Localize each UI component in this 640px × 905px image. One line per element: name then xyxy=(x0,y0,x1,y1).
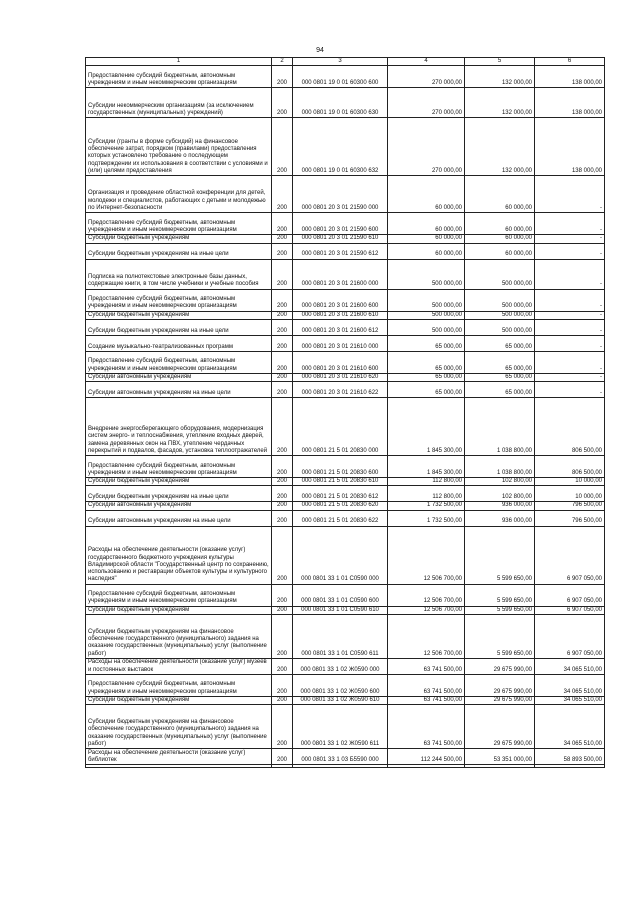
row-amount-col6: 138 000,00 xyxy=(535,66,605,88)
row-amount-col6: - xyxy=(535,289,605,311)
row-budget-classification-code: 000 0801 21 5 01 20830 610 xyxy=(293,478,388,486)
row-amount-col5: 65 000,00 xyxy=(465,335,535,351)
row-amount-col4: 65 000,00 xyxy=(388,335,465,351)
row-amount-col4: 1 732 500,00 xyxy=(388,502,465,510)
table-row xyxy=(86,765,605,768)
row-budget-classification-code: 000 0801 33 1 01 С0590 611 xyxy=(293,615,388,659)
row-amount-col6: - xyxy=(535,319,605,335)
row-amount-col4: 1 845 300,00 xyxy=(388,456,465,478)
row-amount-col5: 500 000,00 xyxy=(465,259,535,289)
row-code: 200 xyxy=(272,502,293,510)
row-code: 200 xyxy=(272,213,293,235)
row-amount-col4: 12 506 700,00 xyxy=(388,526,465,584)
table-row xyxy=(86,259,605,289)
table-row xyxy=(86,382,605,398)
row-amount-col4: 63 741 500,00 xyxy=(388,697,465,705)
row-budget-classification-code: 000 0801 19 0 01 60300 600 xyxy=(293,66,388,88)
row-amount-col4: 1 845 300,00 xyxy=(388,398,465,456)
page-number: 94 xyxy=(316,47,324,54)
row-code: 200 xyxy=(272,526,293,584)
row-amount-col5: 29 675 990,00 xyxy=(465,659,535,675)
table-row xyxy=(86,584,605,606)
row-amount-col6: 10 000,00 xyxy=(535,478,605,486)
row-code: 200 xyxy=(272,311,293,319)
row-budget-classification-code: 000 0801 21 5 01 20830 612 xyxy=(293,486,388,502)
row-budget-classification-code: 000 0801 19 0 01 60300 632 xyxy=(293,118,388,176)
row-code: 200 xyxy=(272,289,293,311)
row-budget-classification-code: 000 0801 19 0 01 60300 630 xyxy=(293,88,388,118)
table-row xyxy=(86,502,605,510)
table-row xyxy=(86,510,605,526)
row-amount-col5: 936 000,00 xyxy=(465,510,535,526)
row-amount-col6: - xyxy=(535,373,605,381)
row-description: Субсидии бюджетным учреждениям xyxy=(86,478,272,486)
row-budget-classification-code: 000 0801 21 5 01 20830 620 xyxy=(293,502,388,510)
table-row xyxy=(86,235,605,243)
column-header: 1 xyxy=(86,58,272,66)
row-amount-col5: 29 675 990,00 xyxy=(465,705,535,749)
table-row xyxy=(86,319,605,335)
column-header: 2 xyxy=(272,58,293,66)
row-amount-col5: 132 000,00 xyxy=(465,88,535,118)
row-amount-col6: - xyxy=(535,243,605,259)
row-budget-classification-code: 000 0801 20 3 01 21610 620 xyxy=(293,373,388,381)
row-amount-col6: 6 907 050,00 xyxy=(535,526,605,584)
row-amount-col5: 102 800,00 xyxy=(465,486,535,502)
table-row xyxy=(86,606,605,614)
row-amount-col5: 60 000,00 xyxy=(465,243,535,259)
row-description: Внедрение энергосберегающего оборудования, модернизация систем энерго- и теплоснабжения, утепление входных дверей, замена деревянных окон на ПВХ, утепление чердачных перекрытий и подвалов, фасадов, установка теплоотражателей xyxy=(86,398,272,456)
row-amount-col6: - xyxy=(535,235,605,243)
row-code: 200 xyxy=(272,478,293,486)
table-row xyxy=(86,526,605,584)
row-amount-col5: 53 351 000,00 xyxy=(465,749,535,765)
row-description xyxy=(86,765,272,768)
row-code: 200 xyxy=(272,66,293,88)
row-amount-col4: 63 741 500,00 xyxy=(388,705,465,749)
row-code: 200 xyxy=(272,373,293,381)
row-amount-col4: 65 000,00 xyxy=(388,373,465,381)
row-code xyxy=(272,765,293,768)
row-amount-col5: 1 038 800,00 xyxy=(465,456,535,478)
row-description: Предоставление субсидий бюджетным, автономным учреждениям и иным некоммерческим организациям xyxy=(86,675,272,697)
row-code: 200 xyxy=(272,456,293,478)
row-amount-col6 xyxy=(535,765,605,768)
table-row xyxy=(86,398,605,456)
row-amount-col6: - xyxy=(535,351,605,373)
row-code: 200 xyxy=(272,697,293,705)
row-amount-col6: 138 000,00 xyxy=(535,88,605,118)
row-description: Субсидии бюджетным учреждениям на иные цели xyxy=(86,319,272,335)
row-amount-col4: 500 000,00 xyxy=(388,311,465,319)
row-code: 200 xyxy=(272,259,293,289)
row-amount-col6: - xyxy=(535,335,605,351)
row-amount-col4: 12 506 700,00 xyxy=(388,615,465,659)
row-description: Предоставление субсидий бюджетным, автономным учреждениям и иным некоммерческим организациям xyxy=(86,213,272,235)
row-amount-col4: 1 732 500,00 xyxy=(388,510,465,526)
row-amount-col4: 112 800,00 xyxy=(388,486,465,502)
row-amount-col4: 12 506 700,00 xyxy=(388,606,465,614)
row-amount-col5: 936 000,00 xyxy=(465,502,535,510)
row-amount-col6: 34 065 510,00 xyxy=(535,697,605,705)
row-description: Субсидии автономным учреждениям на иные цели xyxy=(86,382,272,398)
row-description: Субсидии бюджетным учреждениям на финансовое обеспечение государственного (муниципального) задания на оказание государственных (муниципальных) услуг (выполнение работ) xyxy=(86,615,272,659)
row-description: Предоставление субсидий бюджетным, автономным учреждениям и иным некоммерческим организациям xyxy=(86,351,272,373)
table-row xyxy=(86,697,605,705)
row-code: 200 xyxy=(272,351,293,373)
table-row xyxy=(86,659,605,675)
row-description: Субсидии бюджетным учреждениям xyxy=(86,311,272,319)
row-amount-col6: 796 500,00 xyxy=(535,510,605,526)
row-budget-classification-code: 000 0801 33 1 02 Ж0590 000 xyxy=(293,659,388,675)
row-code: 200 xyxy=(272,382,293,398)
row-amount-col4: 63 741 500,00 xyxy=(388,659,465,675)
row-amount-col4: 65 000,00 xyxy=(388,382,465,398)
row-amount-col5: 132 000,00 xyxy=(465,66,535,88)
table-row xyxy=(86,335,605,351)
table-row xyxy=(86,176,605,213)
row-budget-classification-code: 000 0801 33 1 02 Ж0590 611 xyxy=(293,705,388,749)
row-budget-classification-code: 000 0801 20 3 01 21600 612 xyxy=(293,319,388,335)
row-amount-col5: 60 000,00 xyxy=(465,235,535,243)
table-row xyxy=(86,478,605,486)
budget-table xyxy=(85,57,605,768)
row-budget-classification-code: 000 0801 20 3 01 21590 612 xyxy=(293,243,388,259)
row-code: 200 xyxy=(272,749,293,765)
table-row xyxy=(86,486,605,502)
row-description: Подписка на полнотекстовые электронные базы данных, содержащие книги, в том числе учебники и учебные пособия xyxy=(86,259,272,289)
table-header xyxy=(86,58,605,66)
row-code: 200 xyxy=(272,319,293,335)
row-budget-classification-code: 000 0801 33 1 01 С0590 000 xyxy=(293,526,388,584)
row-code: 200 xyxy=(272,615,293,659)
row-code: 200 xyxy=(272,584,293,606)
row-amount-col6: 58 893 500,00 xyxy=(535,749,605,765)
row-amount-col5: 500 000,00 xyxy=(465,289,535,311)
row-amount-col6: 6 907 050,00 xyxy=(535,606,605,614)
row-description: Субсидии бюджетным учреждениям на иные цели xyxy=(86,243,272,259)
row-description: Предоставление субсидий бюджетным, автономным учреждениям и иным некоммерческим организациям xyxy=(86,584,272,606)
row-budget-classification-code: 000 0801 20 3 01 21610 600 xyxy=(293,351,388,373)
column-header: 6 xyxy=(535,58,605,66)
row-amount-col5: 5 599 650,00 xyxy=(465,584,535,606)
row-description: Предоставление субсидий бюджетным, автономным учреждениям и иным некоммерческим организациям xyxy=(86,456,272,478)
row-amount-col4: 60 000,00 xyxy=(388,176,465,213)
row-code: 200 xyxy=(272,88,293,118)
row-amount-col4: 60 000,00 xyxy=(388,213,465,235)
row-amount-col4: 65 000,00 xyxy=(388,351,465,373)
row-amount-col4: 112 244 500,00 xyxy=(388,749,465,765)
row-amount-col6: 138 000,00 xyxy=(535,118,605,176)
column-header: 5 xyxy=(465,58,535,66)
table-row xyxy=(86,311,605,319)
row-budget-classification-code: 000 0801 33 1 02 Ж0590 610 xyxy=(293,697,388,705)
row-code: 200 xyxy=(272,486,293,502)
row-description: Субсидии (гранты в форме субсидий) на финансовое обеспечение затрат, порядком (правилами) предоставления которых установлено требование о последующем подтверждении их использования в соответствии с условиями и (или) целями предоставления xyxy=(86,118,272,176)
row-description: Создание музыкально-театрализованных программ xyxy=(86,335,272,351)
row-code: 200 xyxy=(272,335,293,351)
row-budget-classification-code: 000 0801 33 1 01 С0590 610 xyxy=(293,606,388,614)
row-description: Расходы на обеспечение деятельности (оказание услуг) государственного бюджетного учреждения культуры Владимирской области "Государственный центр по сохранению, использованию и реставрации объектов культуры и культурного наследия" xyxy=(86,526,272,584)
row-budget-classification-code xyxy=(293,765,388,768)
row-budget-classification-code: 000 0801 20 3 01 21610 622 xyxy=(293,382,388,398)
row-code: 200 xyxy=(272,235,293,243)
row-code: 200 xyxy=(272,118,293,176)
row-amount-col4: 270 000,00 xyxy=(388,118,465,176)
row-amount-col5: 5 599 650,00 xyxy=(465,526,535,584)
row-budget-classification-code: 000 0801 20 3 01 21600 600 xyxy=(293,289,388,311)
row-description: Предоставление субсидий бюджетным, автономным учреждениям и иным некоммерческим организациям xyxy=(86,289,272,311)
table-row xyxy=(86,289,605,311)
row-description: Предоставление субсидий бюджетным, автономным учреждениям и иным некоммерческим организациям xyxy=(86,66,272,88)
table-row xyxy=(86,373,605,381)
row-budget-classification-code: 000 0801 20 3 01 21600 610 xyxy=(293,311,388,319)
table-row xyxy=(86,243,605,259)
row-amount-col5: 1 038 800,00 xyxy=(465,398,535,456)
row-description: Субсидии бюджетным учреждениям xyxy=(86,606,272,614)
row-amount-col6: 34 065 510,00 xyxy=(535,659,605,675)
row-amount-col6: 10 000,00 xyxy=(535,486,605,502)
row-amount-col4: 500 000,00 xyxy=(388,289,465,311)
row-description: Субсидии бюджетным учреждениям на финансовое обеспечение государственного (муниципального) задания на оказание государственных (муниципальных) услуг (выполнение работ) xyxy=(86,705,272,749)
row-amount-col5: 5 599 650,00 xyxy=(465,615,535,659)
row-amount-col5: 132 000,00 xyxy=(465,118,535,176)
table-row xyxy=(86,88,605,118)
row-amount-col5: 65 000,00 xyxy=(465,351,535,373)
row-budget-classification-code: 000 0801 21 5 01 20830 000 xyxy=(293,398,388,456)
row-amount-col4: 270 000,00 xyxy=(388,88,465,118)
row-description: Субсидии бюджетным учреждениям xyxy=(86,235,272,243)
row-budget-classification-code: 000 0801 20 3 01 21590 610 xyxy=(293,235,388,243)
table-row xyxy=(86,66,605,88)
row-code: 200 xyxy=(272,675,293,697)
row-budget-classification-code: 000 0801 20 3 01 21610 000 xyxy=(293,335,388,351)
row-budget-classification-code: 000 0801 33 1 01 С0590 600 xyxy=(293,584,388,606)
row-amount-col5: 65 000,00 xyxy=(465,382,535,398)
row-amount-col5: 65 000,00 xyxy=(465,373,535,381)
row-description: Организация и проведение областной конференции для детей, молодежи и специалистов, работающих с детьми и молодежью по Интернет-безопасности xyxy=(86,176,272,213)
row-description: Субсидии бюджетным учреждениям xyxy=(86,697,272,705)
row-budget-classification-code: 000 0801 33 1 03 Б5590 000 xyxy=(293,749,388,765)
row-amount-col5: 500 000,00 xyxy=(465,311,535,319)
row-amount-col4: 112 800,00 xyxy=(388,478,465,486)
row-amount-col4 xyxy=(388,765,465,768)
row-amount-col6: 6 907 050,00 xyxy=(535,615,605,659)
row-budget-classification-code: 000 0801 20 3 01 21590 000 xyxy=(293,176,388,213)
table-row xyxy=(86,615,605,659)
row-amount-col6: - xyxy=(535,176,605,213)
row-budget-classification-code: 000 0801 21 5 01 20830 622 xyxy=(293,510,388,526)
row-budget-classification-code: 000 0801 33 1 02 Ж0590 600 xyxy=(293,675,388,697)
row-budget-classification-code: 000 0801 21 5 01 20830 600 xyxy=(293,456,388,478)
row-amount-col6: - xyxy=(535,382,605,398)
row-amount-col6: - xyxy=(535,213,605,235)
table-body xyxy=(86,66,605,768)
row-amount-col5: 102 800,00 xyxy=(465,478,535,486)
row-amount-col6: - xyxy=(535,311,605,319)
row-description: Расходы на обеспечение деятельности (оказание услуг) библиотек xyxy=(86,749,272,765)
row-amount-col6: 796 500,00 xyxy=(535,502,605,510)
row-budget-classification-code: 000 0801 20 3 01 21600 000 xyxy=(293,259,388,289)
column-header: 4 xyxy=(388,58,465,66)
row-amount-col5 xyxy=(465,765,535,768)
row-amount-col5: 60 000,00 xyxy=(465,213,535,235)
row-amount-col5: 29 675 990,00 xyxy=(465,697,535,705)
row-amount-col6: 806 500,00 xyxy=(535,398,605,456)
row-amount-col5: 5 599 650,00 xyxy=(465,606,535,614)
row-description: Субсидии автономным учреждениям на иные цели xyxy=(86,510,272,526)
row-code: 200 xyxy=(272,398,293,456)
row-amount-col4: 12 506 700,00 xyxy=(388,584,465,606)
row-amount-col6: 34 065 510,00 xyxy=(535,705,605,749)
row-amount-col5: 29 675 990,00 xyxy=(465,675,535,697)
row-amount-col6: - xyxy=(535,259,605,289)
row-code: 200 xyxy=(272,243,293,259)
row-amount-col4: 270 000,00 xyxy=(388,66,465,88)
table-row xyxy=(86,705,605,749)
header-row xyxy=(86,58,605,66)
table-row xyxy=(86,351,605,373)
column-header: 3 xyxy=(293,58,388,66)
row-code: 200 xyxy=(272,705,293,749)
row-code: 200 xyxy=(272,510,293,526)
row-amount-col6: 806 500,00 xyxy=(535,456,605,478)
row-code: 200 xyxy=(272,659,293,675)
row-amount-col5: 500 000,00 xyxy=(465,319,535,335)
row-code: 200 xyxy=(272,176,293,213)
table-row xyxy=(86,213,605,235)
row-description: Субсидии автономным учреждениям xyxy=(86,373,272,381)
row-code: 200 xyxy=(272,606,293,614)
row-amount-col6: 6 907 050,00 xyxy=(535,584,605,606)
row-amount-col4: 500 000,00 xyxy=(388,319,465,335)
row-amount-col4: 60 000,00 xyxy=(388,243,465,259)
table-row xyxy=(86,456,605,478)
table-row xyxy=(86,118,605,176)
row-description: Субсидии автономным учреждениям xyxy=(86,502,272,510)
row-amount-col5: 60 000,00 xyxy=(465,176,535,213)
table-row xyxy=(86,675,605,697)
table-row xyxy=(86,749,605,765)
row-amount-col4: 63 741 500,00 xyxy=(388,675,465,697)
row-amount-col4: 500 000,00 xyxy=(388,259,465,289)
row-description: Субсидии некоммерческим организациям (за исключением государственных (муниципальных) учреждений) xyxy=(86,88,272,118)
row-description: Субсидии бюджетным учреждениям на иные цели xyxy=(86,486,272,502)
row-budget-classification-code: 000 0801 20 3 01 21590 600 xyxy=(293,213,388,235)
row-amount-col4: 60 000,00 xyxy=(388,235,465,243)
row-description: Расходы на обеспечение деятельности (оказание услуг) музеев и постоянных выставок xyxy=(86,659,272,675)
row-amount-col6: 34 065 510,00 xyxy=(535,675,605,697)
